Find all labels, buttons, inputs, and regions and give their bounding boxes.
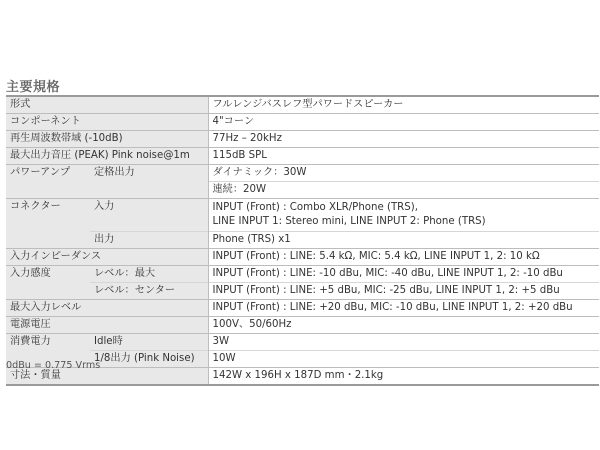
spec-sublabel: レベル：最大 <box>90 266 208 283</box>
spec-row-input-impedance <box>6 249 599 266</box>
spec-row-consumption-idle <box>6 334 599 351</box>
spec-value: 100V、50/60Hz <box>208 317 599 334</box>
spec-sublabel: 1/8出力 (Pink Noise) <box>90 351 208 368</box>
section-title: 主要規格 <box>6 80 61 95</box>
spec-value: フルレンジバスレフ型パワードスピーカー <box>208 96 599 114</box>
spec-row-connector-output <box>6 232 599 249</box>
spec-value-line-1: INPUT (Front) : Combo XLR/Phone (TRS), <box>212 202 418 213</box>
spec-value: INPUT (Front) : LINE: 5.4 kΩ, MIC: 5.4 kΩ, LINE INPUT 1, 2: 10 kΩ <box>208 249 599 266</box>
spec-label: コンポーネント <box>6 114 208 131</box>
spec-row-power-supply <box>6 317 599 334</box>
spec-sublabel: 定格出力 <box>90 165 208 199</box>
spec-row-max-input <box>6 300 599 317</box>
spec-label: 寸法・質量 <box>6 368 208 386</box>
spec-sublabel: Idle時 <box>90 334 208 351</box>
spec-value: 4"コーン <box>208 114 599 131</box>
spec-label: コネクター <box>6 199 90 249</box>
spec-label: 電源電圧 <box>6 317 208 334</box>
spec-table <box>6 95 599 386</box>
spec-row-sensitivity-max <box>6 266 599 283</box>
spec-row-connector-input <box>6 199 599 232</box>
spec-row-frequency <box>6 131 599 148</box>
spec-value: ダイナミック：30W <box>208 165 599 182</box>
spec-value: INPUT (Front) : LINE: -10 dBu, MIC: -40 dBu, LINE INPUT 1, 2: -10 dBu <box>208 266 599 283</box>
spec-sublabel: 出力 <box>90 232 208 249</box>
spec-value: INPUT (Front) : LINE: +20 dBu, MIC: -10 dBu, LINE INPUT 1, 2: +20 dBu <box>208 300 599 317</box>
spec-row-sensitivity-center <box>6 283 599 300</box>
spec-sublabel: レベル：センター <box>90 283 208 300</box>
spec-label: 再生周波数帯域 (-10dB) <box>6 131 208 148</box>
spec-value: 77Hz – 20kHz <box>208 131 599 148</box>
spec-label: 最大出力音圧 (PEAK) Pink noise@1m <box>6 148 208 165</box>
spec-label: 入力感度 <box>6 266 90 300</box>
spec-row-power-amp <box>6 165 599 182</box>
spec-value: Phone (TRS) x1 <box>208 232 599 249</box>
spec-value <box>208 199 599 232</box>
spec-value: INPUT (Front) : LINE: +5 dBu, MIC: -25 dBu, LINE INPUT 1, 2: +5 dBu <box>208 283 599 300</box>
spec-value-line-2: LINE INPUT 1: Stereo mini, LINE INPUT 2: Phone (TRS) <box>212 216 486 227</box>
spec-sublabel: 入力 <box>90 199 208 232</box>
spec-label: パワーアンプ <box>6 165 90 199</box>
footnote: 0dBu = 0.775 Vrms <box>6 360 101 371</box>
spec-value: 115dB SPL <box>208 148 599 165</box>
spec-value: 3W <box>208 334 599 351</box>
spec-row-type <box>6 96 599 114</box>
spec-label: 形式 <box>6 96 208 114</box>
spec-label: 最大入力レベル <box>6 300 208 317</box>
spec-row-component <box>6 114 599 131</box>
spec-label: 消費電力 <box>6 334 90 368</box>
spec-value: 連続：20W <box>208 182 599 199</box>
spec-value: 142W x 196H x 187D mm・2.1kg <box>208 368 599 386</box>
spec-label: 入力インピーダンス <box>6 249 208 266</box>
spec-value: 10W <box>208 351 599 368</box>
spec-row-max-spl <box>6 148 599 165</box>
